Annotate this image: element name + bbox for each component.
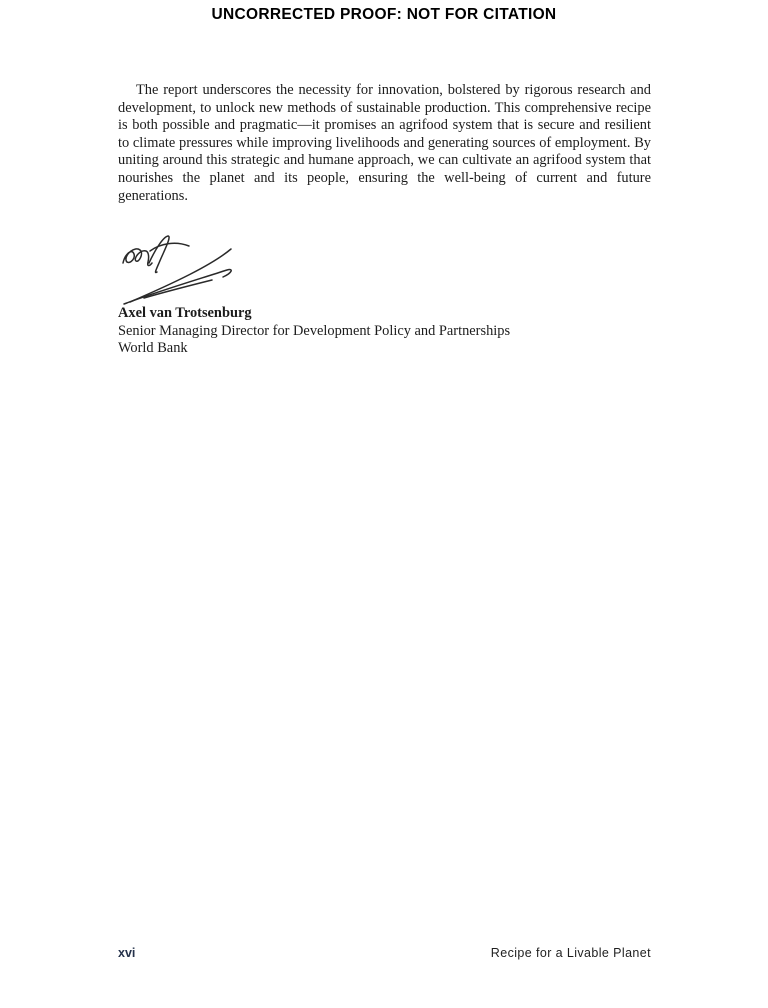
foreword-paragraph: The report underscores the necessity for innovation, bolstered by rigorous research and development, to unlock new methods of sustainable production. This comprehensive recipe is both possible and pragmatic—it promises an agrifood system that is secure and resilient to climate pressures while improving livelihoods and generating sources of employment. By uniting around this strategic and humane approach, we can cultivate an agrifood system that nourishes the planet and its people, ensuring the well-being of current and future generations. [118,82,651,204]
signatory-name: Axel van Trotsenburg [118,305,252,321]
footer-page-number: xvi [118,946,136,960]
signatory-organization: World Bank [118,340,188,357]
signatory-title: Senior Managing Director for Development Policy and Partnerships [118,322,511,339]
page-footer [118,946,651,960]
handwritten-signature [116,230,234,308]
signatory-block [118,305,651,358]
footer-book-title: Recipe for a Livable Planet [490,946,651,960]
proof-notice-header: UNCORRECTED PROOF: NOT FOR CITATION [211,6,557,23]
signature-icon [116,230,234,308]
